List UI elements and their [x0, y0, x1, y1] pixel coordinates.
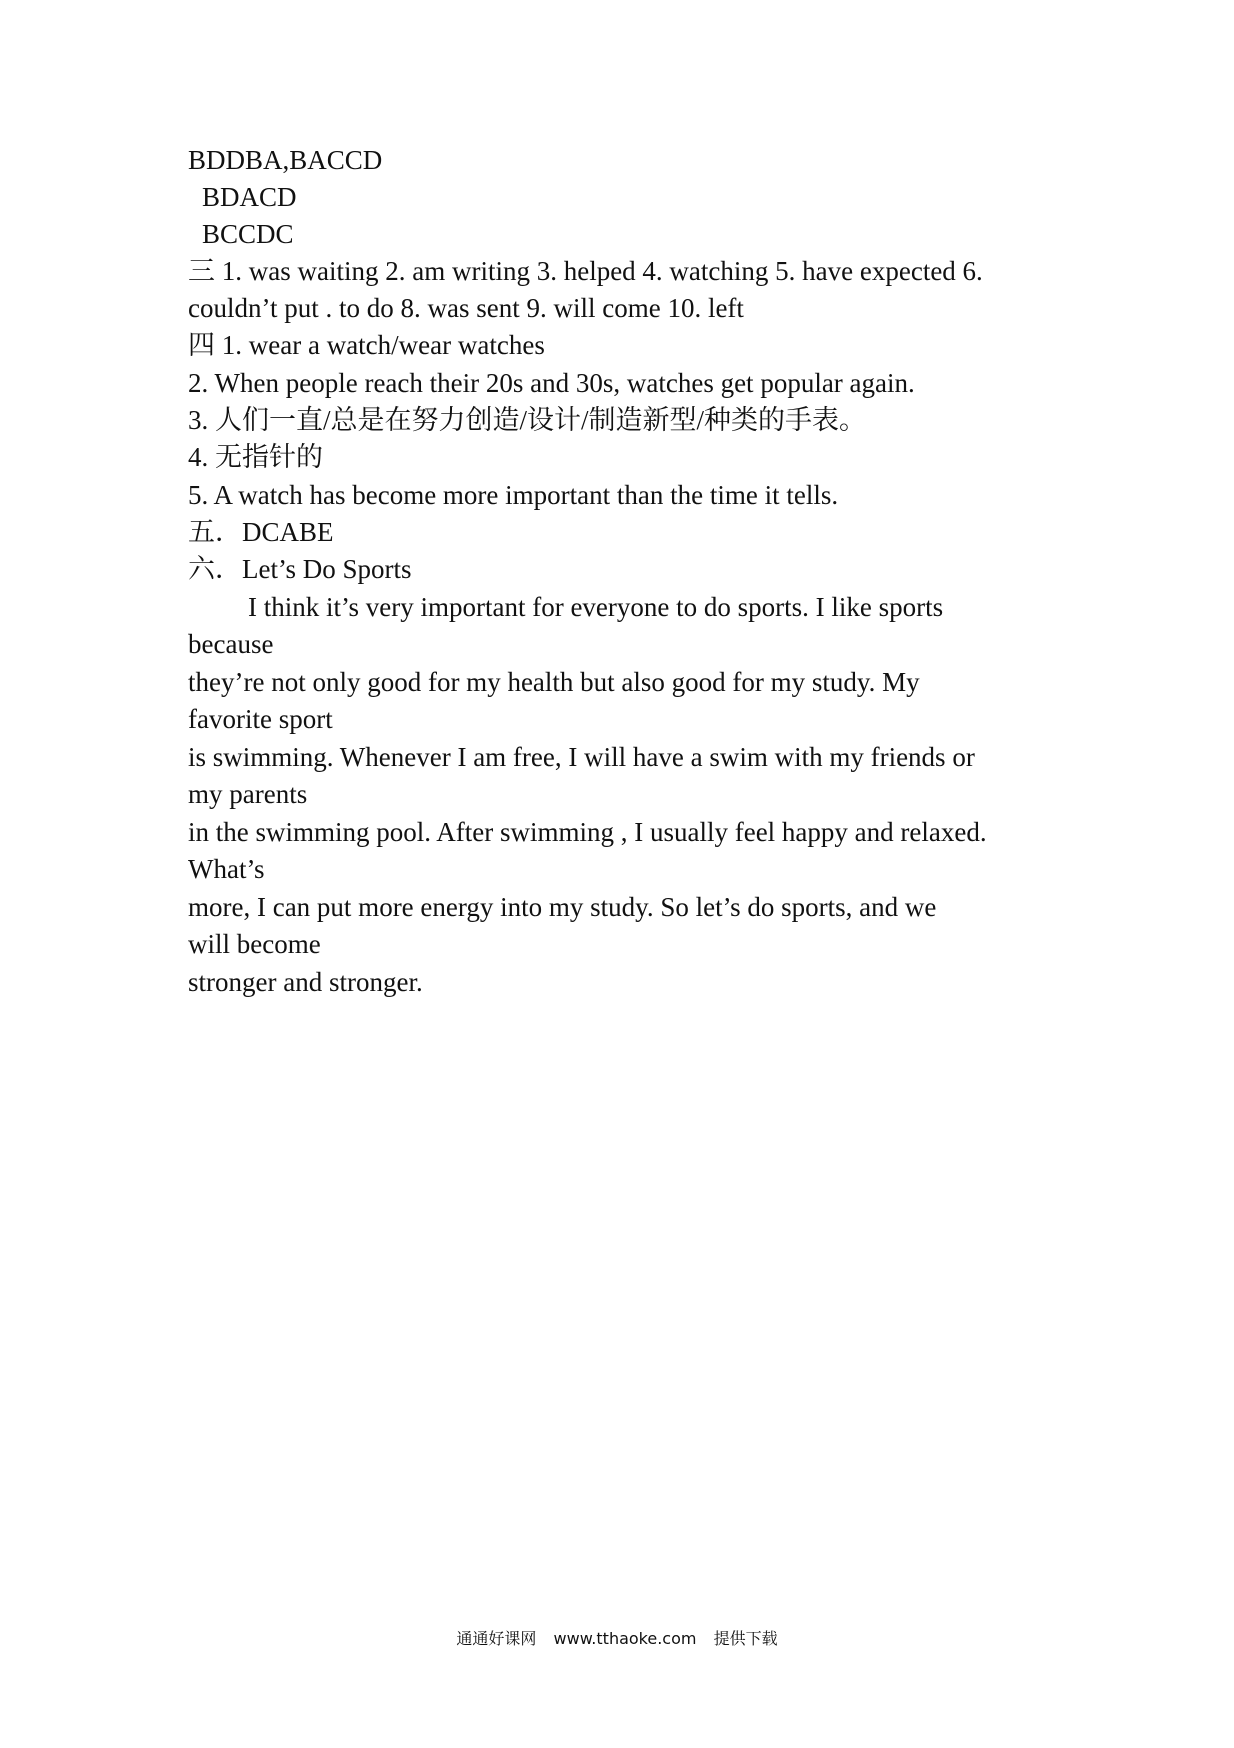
essay-title: 六．Let’s Do Sports	[188, 554, 412, 584]
answer-part4-item1: 四 1. wear a watch/wear watches	[188, 330, 545, 360]
answer-part5: 五．DCABE	[188, 517, 334, 547]
essay-line: more, I can put more energy into my study. So let’s do sports, and we	[188, 892, 937, 922]
essay-line: my parents	[188, 779, 308, 809]
essay-line: I think it’s very important for everyone to do sports. I like sports	[248, 592, 944, 622]
footer-site-name: 通通好课网	[456, 1629, 537, 1648]
essay-line: favorite sport	[188, 704, 333, 734]
answer-part4-item5: 5. A watch has become more important than the time it tells.	[188, 480, 839, 510]
answer-part2-row3: BCCDC	[202, 219, 294, 249]
essay-line: because	[188, 629, 274, 659]
answer-part4-item4: 4. 无指针的	[188, 442, 323, 472]
essay-line: is swimming. Whenever I am free, I will have a swim with my friends or	[188, 742, 975, 772]
answer-part2-row2: BDACD	[202, 182, 297, 212]
answer-part4-item2: 2. When people reach their 20s and 30s, watches get popular again.	[188, 368, 915, 398]
essay-line: in the swimming pool. After swimming , I usually feel happy and relaxed.	[188, 817, 987, 847]
essay-line: they’re not only good for my health but also good for my study. My	[188, 667, 920, 697]
footer-url-link[interactable]: www.tthaoke.com	[553, 1629, 697, 1648]
page-footer	[0, 1628, 1234, 1650]
essay-line: stronger and stronger.	[188, 967, 423, 997]
footer-note: 提供下载	[713, 1629, 778, 1648]
answer-part4-item3: 3. 人们一直/总是在努力创造/设计/制造新型/种类的手表。	[188, 405, 867, 435]
essay-line: What’s	[188, 854, 265, 884]
answer-part3-line2: couldn’t put . to do 8. was sent 9. will come 10. left	[188, 293, 744, 323]
essay-line: will become	[188, 929, 321, 959]
answer-part2-row1: BDDBA,BACCD	[188, 145, 383, 175]
answer-part3-line1: 三 1. was waiting 2. am writing 3. helped 4. watching 5. have expected 6.	[188, 256, 983, 286]
